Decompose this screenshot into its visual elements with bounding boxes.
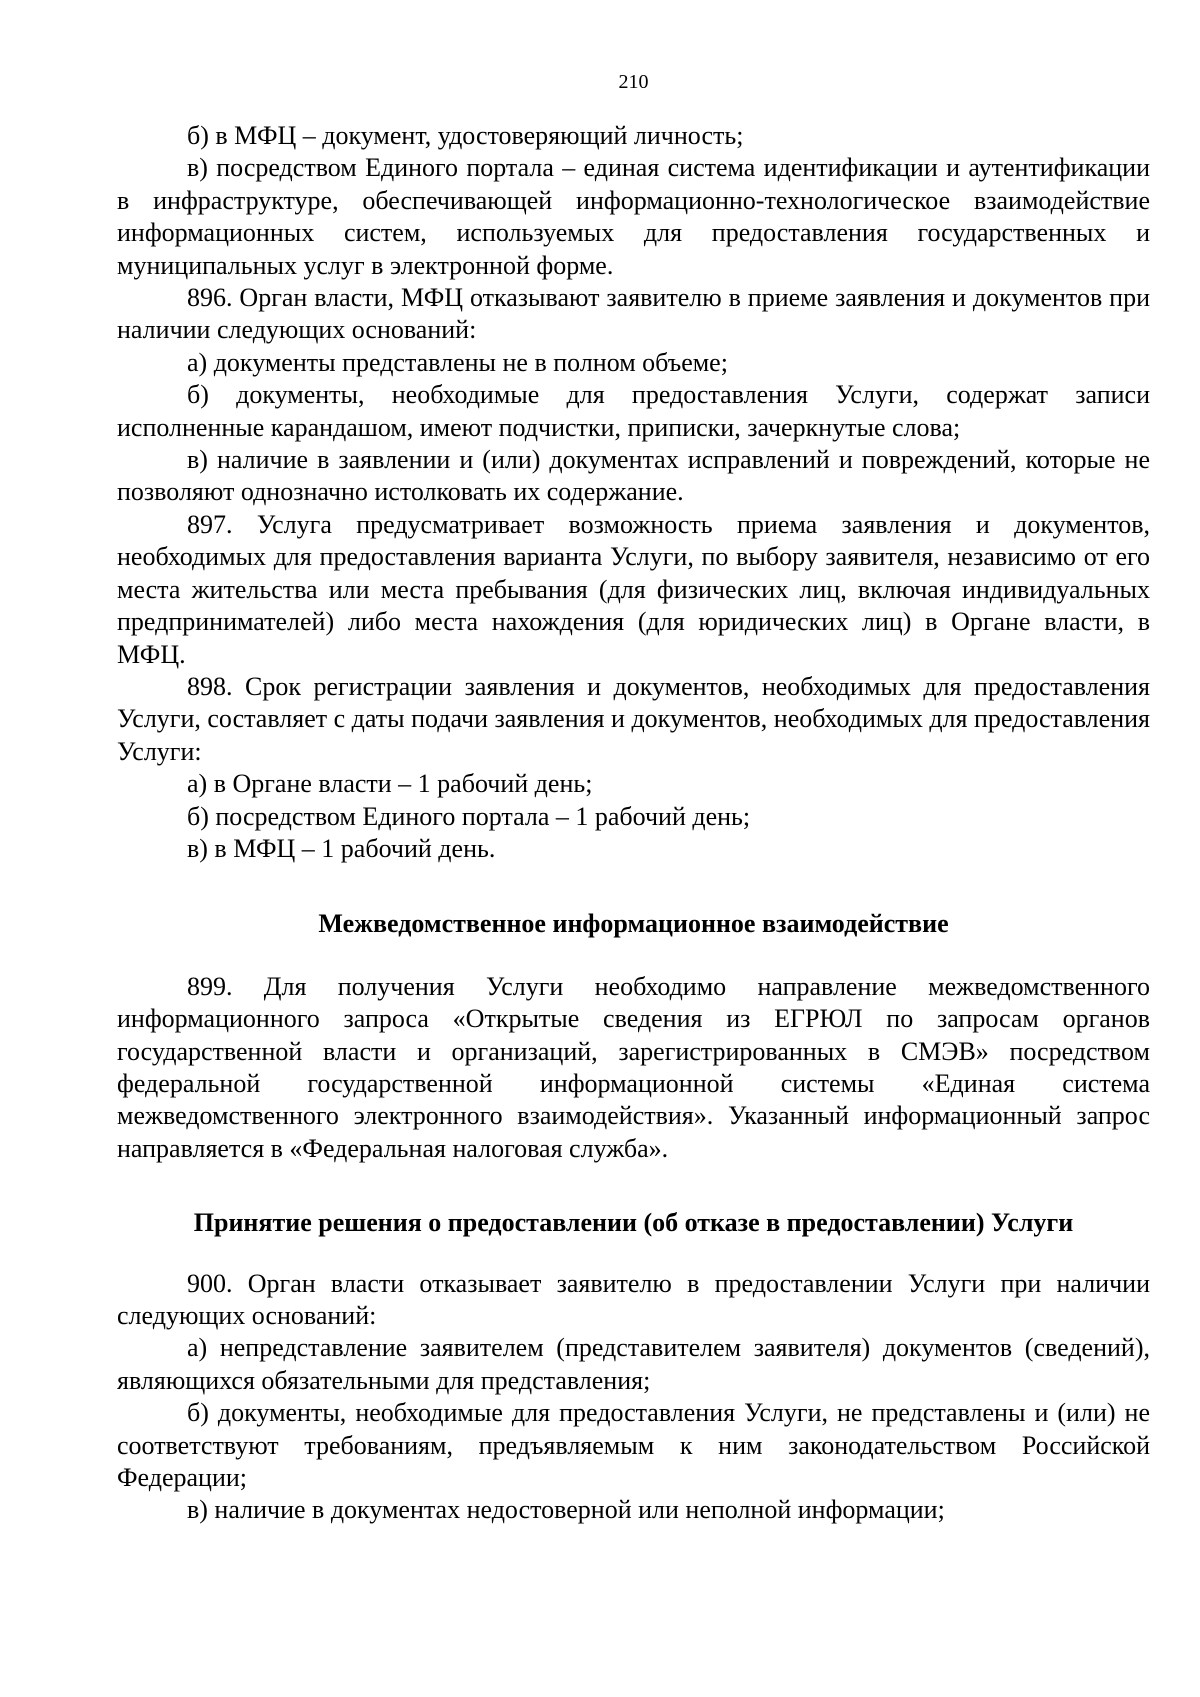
paragraph: 900. Орган власти отказывает заявителю в предоставлении Услуги при наличии следующих оснований: (117, 1268, 1150, 1330)
paragraph: 896. Орган власти, МФЦ отказывают заявителю в приеме заявления и документов при наличии следующих оснований: (117, 283, 1150, 345)
paragraph: б) в МФЦ – документ, удостоверяющий личность; (187, 121, 744, 150)
paragraph: б) документы, необходимые для предоставления Услуги, не представлены и (или) не соответствуют требованиям, предъявляемым к ним законодательством Российской Федерации; (117, 1398, 1150, 1493)
paragraph: 899. Для получения Услуги необходимо направление межведомственного информационного запроса «Открытые сведения из ЕГРЮЛ по запросам органов государственной власти и организаций, зарегистрированных в СМЭВ» посредством федеральной государственной информационной системы «Единая система межведомственного электронного взаимодействия». Указанный информационный запрос направляется в «Федеральная налоговая служба». (117, 971, 1150, 1163)
paragraph: 897. Услуга предусматривает возможность приема заявления и документов, необходимых для предоставления варианта Услуги, по выбору заявителя, независимо от его места жительства или места пребывания (для физических лиц, включая индивидуальных предпринимателей) либо места нахождения (для юридических лиц) в Органе власти, в МФЦ. (117, 509, 1150, 669)
section-heading-interagency: Межведомственное информационное взаимодействие (318, 909, 949, 939)
paragraph: в) наличие в документах недостоверной или неполной информации; (187, 1495, 945, 1525)
paragraph: в) посредством Единого портала – единая система идентификации и аутентификации в инфраструктуре, обеспечивающей информационно-технологическое взаимодействие информационных систем, используемых для предоставления государственных и муниципальных услуг в электронной форме. (117, 153, 1150, 280)
paragraph: в) в МФЦ – 1 рабочий день. (187, 833, 496, 863)
page-number: 210 (618, 71, 649, 93)
document-body (117, 120, 1150, 1527)
paragraph: а) документы представлены не в полном объеме; (187, 347, 728, 377)
document-page (117, 0, 1150, 1697)
paragraph: а) непредставление заявителем (представителем заявителя) документов (сведений), являющихся обязательными для представления; (117, 1333, 1150, 1395)
paragraph: в) наличие в заявлении и (или) документах исправлений и повреждений, которые не позволяют однозначно истолковать их содержание. (117, 445, 1150, 507)
paragraph: 898. Срок регистрации заявления и документов, необходимых для предоставления Услуги, составляет с даты подачи заявления и документов, необходимых для предоставления Услуги: (117, 671, 1150, 766)
paragraph: а) в Органе власти – 1 рабочий день; (187, 769, 593, 799)
section-heading-decision: Принятие решения о предоставлении (об отказе в предоставлении) Услуги (193, 1208, 1074, 1238)
paragraph: б) документы, необходимые для предоставления Услуги, содержат записи исполненные карандашом, имеют подчистки, приписки, зачеркнутые слова; (117, 380, 1150, 442)
paragraph: б) посредством Единого портала – 1 рабочий день; (187, 801, 751, 831)
